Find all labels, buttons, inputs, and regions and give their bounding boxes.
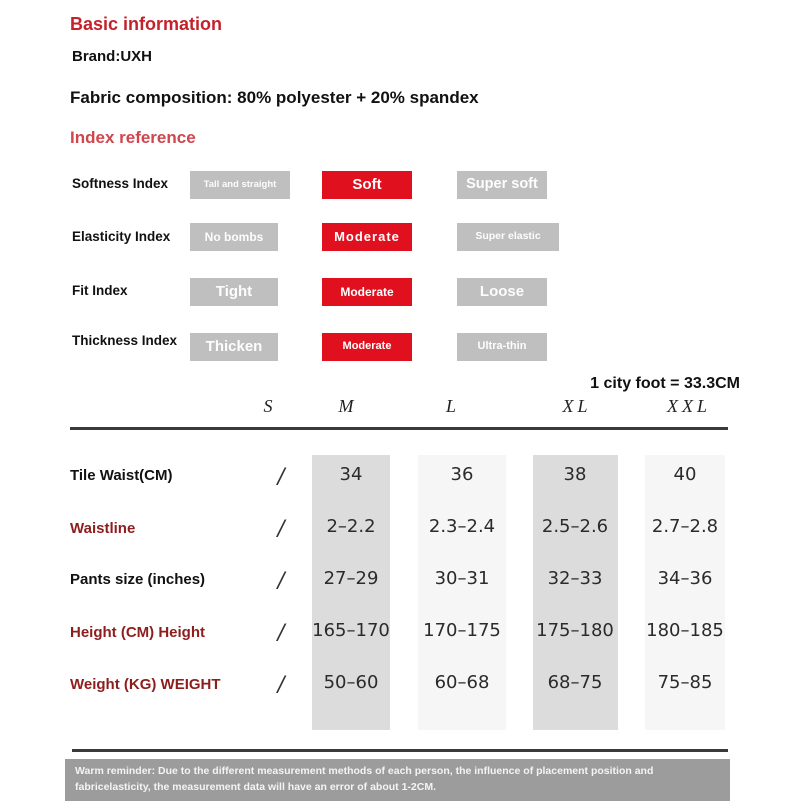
option-chip-tall-and-straight: Tall and straight [190,171,290,199]
option-chip-soft-selected: Soft [322,171,412,199]
table-cell: / [277,672,285,696]
option-chip-moderate-selected: Moderate [322,223,412,251]
section-title-basic-information: Basic information [70,14,223,34]
table-cell: 36 [450,464,474,485]
table-cell: 27–29 [323,568,379,589]
table-cell: 75–85 [657,672,713,693]
index-row-label-softness: Softness Index [72,176,169,191]
table-cell: 2.3–2.4 [428,516,496,537]
row-label-tile-waist: Tile Waist(CM) [70,467,173,484]
size-column-header-l: L [445,396,457,416]
option-chip-super-elastic: Super elastic [457,223,559,251]
table-cell: 2.7–2.8 [651,516,719,537]
table-cell: 32–33 [547,568,603,589]
size-column-header-xl: XL [562,396,592,416]
table-cell: 50–60 [323,672,379,693]
size-column-header-m: M [338,396,354,416]
size-column-header-xxl: XXL [666,396,712,416]
table-cell: 175–180 [536,620,614,641]
option-chip-thicken: Thicken [190,333,278,361]
option-chip-no-bombs: No bombs [190,223,278,251]
table-cell: 30–31 [434,568,490,589]
index-row-label-fit: Fit Index [72,283,128,298]
table-cell: 34–36 [657,568,713,589]
index-row-label-elasticity: Elasticity Index [72,229,171,244]
warm-reminder-banner: Warm reminder: Due to the different measurement methods of each person, the influence of placement position and fabricelasticity, the measurement data will have an error of about 1-2CM. [65,759,730,801]
row-label-weight: Weight (KG) WEIGHT [70,676,221,693]
index-row-label-thickness: Thickness Index [72,333,178,348]
option-chip-moderate-selected: Moderate [322,333,412,361]
table-top-rule [70,427,728,430]
table-cell: 2.5–2.6 [541,516,609,537]
table-cell: 68–75 [547,672,603,693]
unit-conversion-note: 1 city foot = 33.3CM [590,375,740,392]
option-chip-super-soft: Super soft [457,171,547,199]
table-cell: 40 [673,464,697,485]
option-chip-moderate-selected: Moderate [322,278,412,306]
option-chip-loose: Loose [457,278,547,306]
table-cell: 60–68 [434,672,490,693]
row-label-waistline: Waistline [70,520,136,537]
table-cell: / [277,620,285,644]
table-cell: 34 [339,464,363,485]
brand-text: Brand:UXH [72,48,153,65]
table-cell: 170–175 [423,620,501,641]
section-title-index-reference: Index reference [70,128,196,147]
table-cell: 2–2.2 [326,516,376,537]
option-chip-ultra-thin: Ultra-thin [457,333,547,361]
fabric-composition-text: Fabric composition: 80% polyester + 20% spandex [70,88,479,107]
table-cell: 180–185 [646,620,724,641]
row-label-height: Height (CM) Height [70,624,205,641]
table-cell: 165–170 [312,620,390,641]
row-label-pants-size: Pants size (inches) [70,571,206,588]
option-chip-tight: Tight [190,278,278,306]
table-cell: / [277,516,285,540]
table-cell: / [277,568,285,592]
size-column-header-s: S [263,396,273,416]
table-bottom-rule [72,749,728,752]
table-cell: 38 [563,464,587,485]
table-cell: / [277,464,285,488]
